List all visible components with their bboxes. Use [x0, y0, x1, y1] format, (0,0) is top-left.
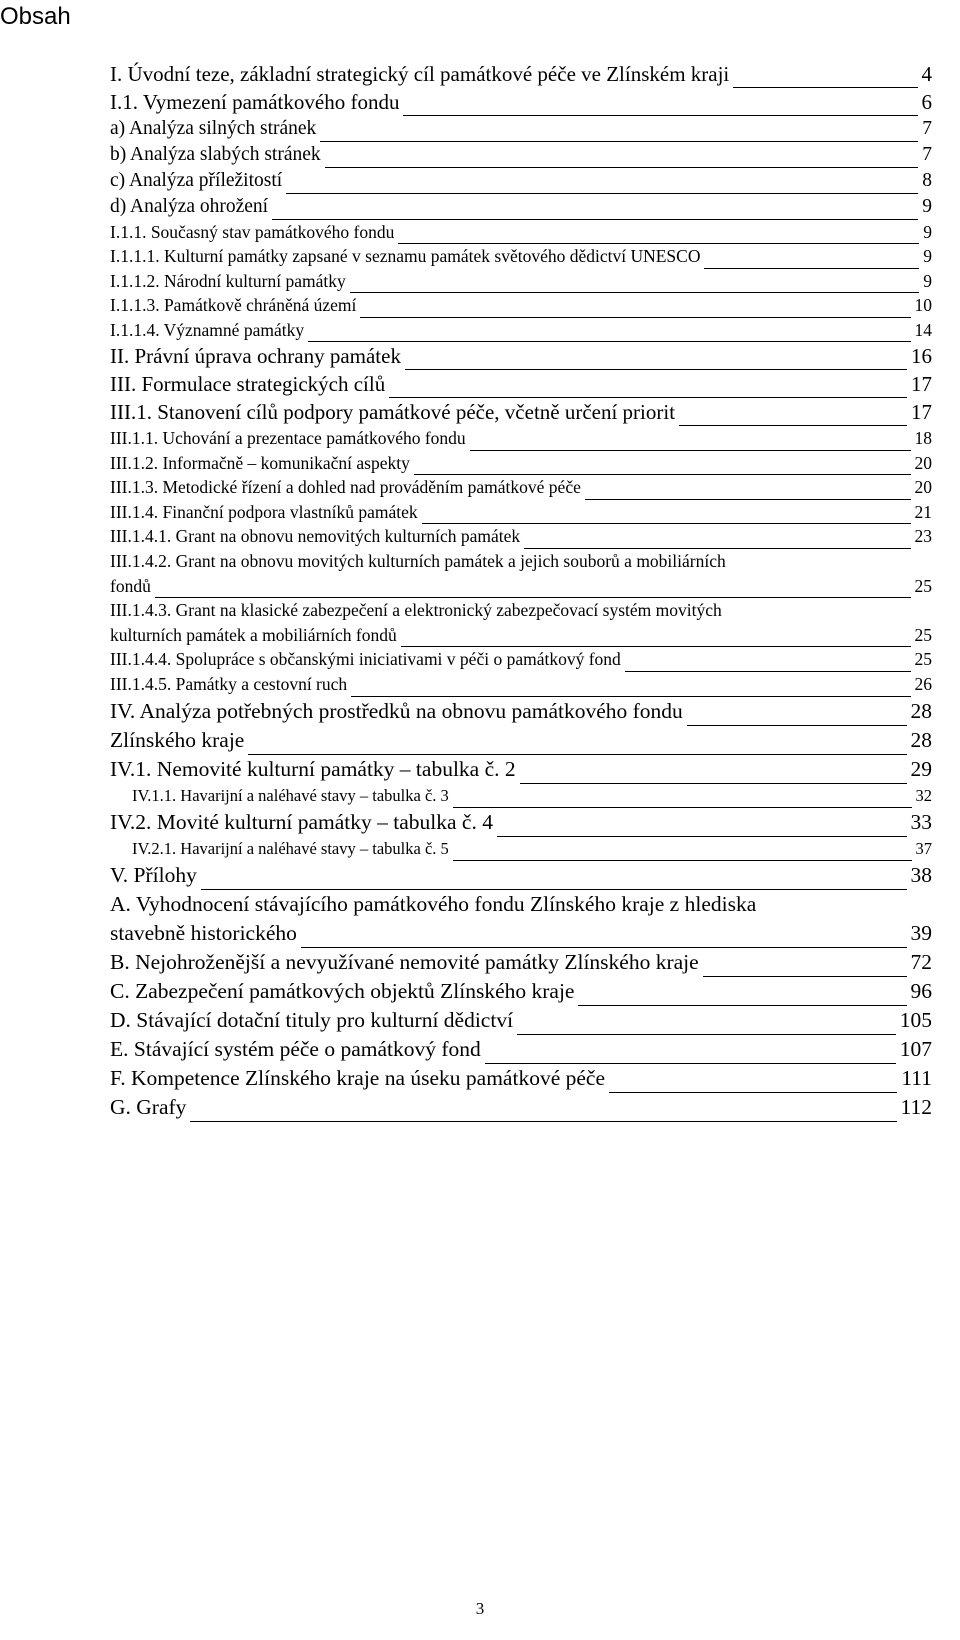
toc-entry[interactable]	[110, 220, 932, 244]
page-number: 3	[475, 1599, 485, 1618]
toc-entry[interactable]	[110, 697, 932, 726]
toc-entry-title-line1: III.1.4.2. Grant na obnovu movitých kulturních památek a jejich souborů a mobiliárních	[110, 551, 726, 571]
toc-leader-line	[609, 1092, 897, 1093]
toc-page-number: 9	[922, 196, 932, 217]
toc-entry[interactable]	[110, 116, 932, 142]
toc-leader-line	[453, 807, 912, 808]
toc-leader-line	[687, 725, 907, 726]
toc-entry[interactable]	[110, 398, 932, 426]
toc-entry-title-line1: A. Vyhodnocení stávajícího památkového fondu Zlínského kraje z hlediska	[110, 892, 757, 917]
toc-page-number: 20	[914, 477, 932, 498]
toc-leader-line	[517, 1034, 896, 1035]
toc-entry-title: IV. Analýza potřebných prostředků na obnovu památkového fondu	[110, 698, 683, 723]
toc-entry[interactable]	[110, 1035, 932, 1064]
toc-page-number: 111	[901, 1066, 932, 1091]
toc-entry[interactable]	[110, 755, 932, 784]
toc-page-number: 29	[910, 756, 932, 781]
toc-page-number: 96	[910, 979, 932, 1004]
toc-page-number: 37	[915, 838, 932, 858]
toc-leader-line	[704, 268, 919, 269]
toc-page-number: 9	[923, 270, 932, 291]
toc-entry[interactable]	[110, 475, 932, 500]
toc-entry-title: I.1.1.3. Památkově chráněná území	[110, 295, 357, 316]
toc-entry[interactable]	[110, 342, 932, 370]
toc-page-number: 32	[915, 785, 932, 805]
toc-entry-last-line	[110, 919, 932, 948]
toc-leader-line	[497, 836, 907, 837]
toc-page-number: 105	[899, 1008, 932, 1033]
toc-entry[interactable]	[110, 269, 932, 293]
toc-entry[interactable]	[110, 451, 932, 476]
toc-leader-line	[360, 317, 910, 318]
toc-page-number: 72	[910, 950, 932, 975]
toc-page-number: 25	[914, 575, 932, 596]
toc-entry-title: Zlínského kraje	[110, 727, 245, 752]
toc-page-number: 23	[914, 526, 932, 547]
toc-entry[interactable]	[110, 1093, 932, 1122]
toc-entry-title: IV.1. Nemovité kulturní památky – tabulka č. 2	[110, 756, 516, 781]
toc-leader-line	[520, 783, 907, 784]
toc-entry-title: b) Analýza slabých stránek	[110, 144, 321, 165]
toc-entry[interactable]	[110, 647, 932, 672]
toc-entry[interactable]	[110, 808, 932, 837]
toc-page-number: 25	[914, 649, 932, 670]
toc-page-number: 8	[922, 170, 932, 191]
table-of-contents	[110, 60, 932, 1122]
toc-page-number: 9	[923, 222, 932, 242]
toc-entry[interactable]	[110, 426, 932, 451]
toc-entry-title: III.1.3. Metodické řízení a dohled nad prováděním památkové péče	[110, 477, 581, 498]
toc-entry[interactable]	[110, 318, 932, 342]
toc-page-number: 28	[910, 698, 932, 723]
toc-entry-title-line2: stavebně historického	[110, 921, 297, 946]
toc-page-number: 4	[921, 62, 932, 86]
toc-leader-line	[470, 450, 911, 451]
toc-entry-title: F. Kompetence Zlínského kraje na úseku památkové péče	[110, 1066, 605, 1091]
toc-entry-title-line1: III.1.4.3. Grant na klasické zabezpečení a elektronický zabezpečovací systém movitých	[110, 600, 722, 621]
toc-entry-title: III.1.4.5. Památky a cestovní ruch	[110, 673, 348, 694]
toc-leader-line	[320, 141, 918, 142]
toc-entry-title: III.1.1. Uchování a prezentace památkového fondu	[110, 428, 466, 449]
toc-leader-line	[325, 167, 919, 168]
toc-entry-title: I.1.1. Současný stav památkového fondu	[110, 222, 395, 242]
toc-entry[interactable]	[110, 1064, 932, 1093]
toc-page-number: 38	[910, 863, 932, 888]
toc-entry[interactable]	[110, 1006, 932, 1035]
toc-entry[interactable]	[110, 549, 932, 598]
toc-entry-title: G. Grafy	[110, 1095, 187, 1120]
toc-entry[interactable]	[110, 726, 932, 755]
toc-leader-line	[403, 115, 917, 116]
toc-leader-line	[190, 1121, 896, 1122]
toc-entry-title-line2: kulturních památek a mobiliárních fondů	[110, 624, 397, 645]
toc-page-number: 14	[914, 319, 932, 340]
toc-page-number: 10	[914, 295, 932, 316]
toc-entry-title: a) Analýza silných stránek	[110, 118, 317, 139]
toc-entry[interactable]	[110, 60, 932, 88]
toc-entry-last-line	[110, 574, 932, 599]
toc-entry[interactable]	[110, 861, 932, 890]
toc-entry[interactable]	[110, 837, 932, 861]
toc-entry[interactable]	[110, 500, 932, 525]
toc-entry[interactable]	[110, 244, 932, 268]
toc-entry[interactable]	[110, 672, 932, 697]
toc-leader-line	[578, 1005, 906, 1006]
toc-page-number: 7	[922, 144, 932, 165]
page-title: Obsah	[0, 3, 71, 30]
toc-page-number: 107	[899, 1037, 932, 1062]
toc-entry-title: III. Formulace strategických cílů	[110, 372, 386, 397]
toc-page-number: 18	[914, 428, 932, 449]
toc-entry-title: III.1.4.1. Grant na obnovu nemovitých kulturních památek	[110, 526, 521, 547]
toc-page-number: 26	[914, 673, 932, 694]
toc-entry-title: V. Přílohy	[110, 863, 197, 888]
toc-page-number: 6	[921, 90, 932, 114]
toc-entry-title: II. Právní úprava ochrany památek	[110, 344, 401, 369]
toc-page-number: 17	[911, 400, 932, 425]
toc-page-number: 25	[914, 624, 932, 645]
toc-entry-title: IV.2.1. Havarijní a naléhavé stavy – tabulka č. 5	[132, 838, 449, 858]
toc-entry-title: c) Analýza příležitostí	[110, 170, 283, 191]
toc-entry-title: I.1. Vymezení památkového fondu	[110, 90, 400, 114]
toc-entry[interactable]	[110, 293, 932, 317]
toc-entry[interactable]	[110, 168, 932, 194]
toc-entry[interactable]	[110, 524, 932, 549]
toc-page-number: 17	[911, 372, 932, 397]
toc-page-number: 7	[922, 118, 932, 139]
toc-entry-title: I. Úvodní teze, základní strategický cíl památkové péče ve Zlínském kraji	[110, 62, 730, 86]
toc-entry-title: III.1.4.4. Spolupráce s občanskými iniciativami v péči o památkový fond	[110, 649, 621, 670]
toc-page-number: 16	[911, 344, 932, 369]
toc-page-number: 112	[900, 1095, 932, 1120]
toc-entry-title: D. Stávající dotační tituly pro kulturní dědictví	[110, 1008, 514, 1033]
toc-entry[interactable]	[110, 370, 932, 398]
toc-page-number: 33	[910, 809, 932, 834]
toc-entry[interactable]	[110, 977, 932, 1006]
toc-entry-title: IV.1.1. Havarijní a naléhavé stavy – tabulka č. 3	[132, 785, 449, 805]
toc-entry[interactable]	[110, 88, 932, 116]
toc-entry-last-line	[110, 623, 932, 648]
toc-leader-line	[585, 499, 911, 500]
toc-page-number: 20	[914, 452, 932, 473]
toc-entry-title-line2: fondů	[110, 575, 151, 596]
toc-leader-line	[350, 292, 920, 293]
toc-page-number: 39	[910, 921, 932, 946]
toc-leader-line	[453, 860, 912, 861]
toc-leader-line	[625, 671, 911, 672]
toc-leader-line	[286, 193, 918, 194]
toc-entry-title: C. Zabezpečení památkových objektů Zlínského kraje	[110, 979, 575, 1004]
toc-entry-title: E. Stávající systém péče o památkový fond	[110, 1037, 481, 1062]
toc-page-number: 28	[910, 727, 932, 752]
toc-entry-title: d) Analýza ohrožení	[110, 196, 269, 217]
toc-entry[interactable]	[110, 890, 932, 948]
toc-leader-line	[703, 976, 907, 977]
toc-entry-title: I.1.1.1. Kulturní památky zapsané v seznamu památek světového dědictví UNESCO	[110, 246, 701, 267]
toc-leader-line	[679, 425, 907, 426]
toc-entry[interactable]	[110, 598, 932, 647]
toc-entry[interactable]	[110, 142, 932, 168]
toc-entry-title: I.1.1.4. Významné památky	[110, 319, 305, 340]
toc-entry-title: B. Nejohroženější a nevyužívané nemovité památky Zlínského kraje	[110, 950, 699, 975]
toc-page-number: 9	[923, 246, 932, 267]
toc-leader-line	[733, 87, 917, 88]
toc-entry-title: III.1.4. Finanční podpora vlastníků památek	[110, 501, 418, 522]
toc-entry-title: I.1.1.2. Národní kulturní památky	[110, 270, 346, 291]
toc-page-number: 21	[914, 501, 932, 522]
toc-entry[interactable]	[110, 948, 932, 977]
toc-entry[interactable]	[110, 784, 932, 808]
toc-entry[interactable]	[110, 194, 932, 220]
toc-entry-title: III.1.2. Informačně – komunikační aspekty	[110, 452, 410, 473]
toc-entry-title: IV.2. Movité kulturní památky – tabulka č. 4	[110, 809, 493, 834]
toc-leader-line	[405, 369, 907, 370]
toc-entry-title: III.1. Stanovení cílů podpory památkové péče, včetně určení priorit	[110, 400, 676, 425]
